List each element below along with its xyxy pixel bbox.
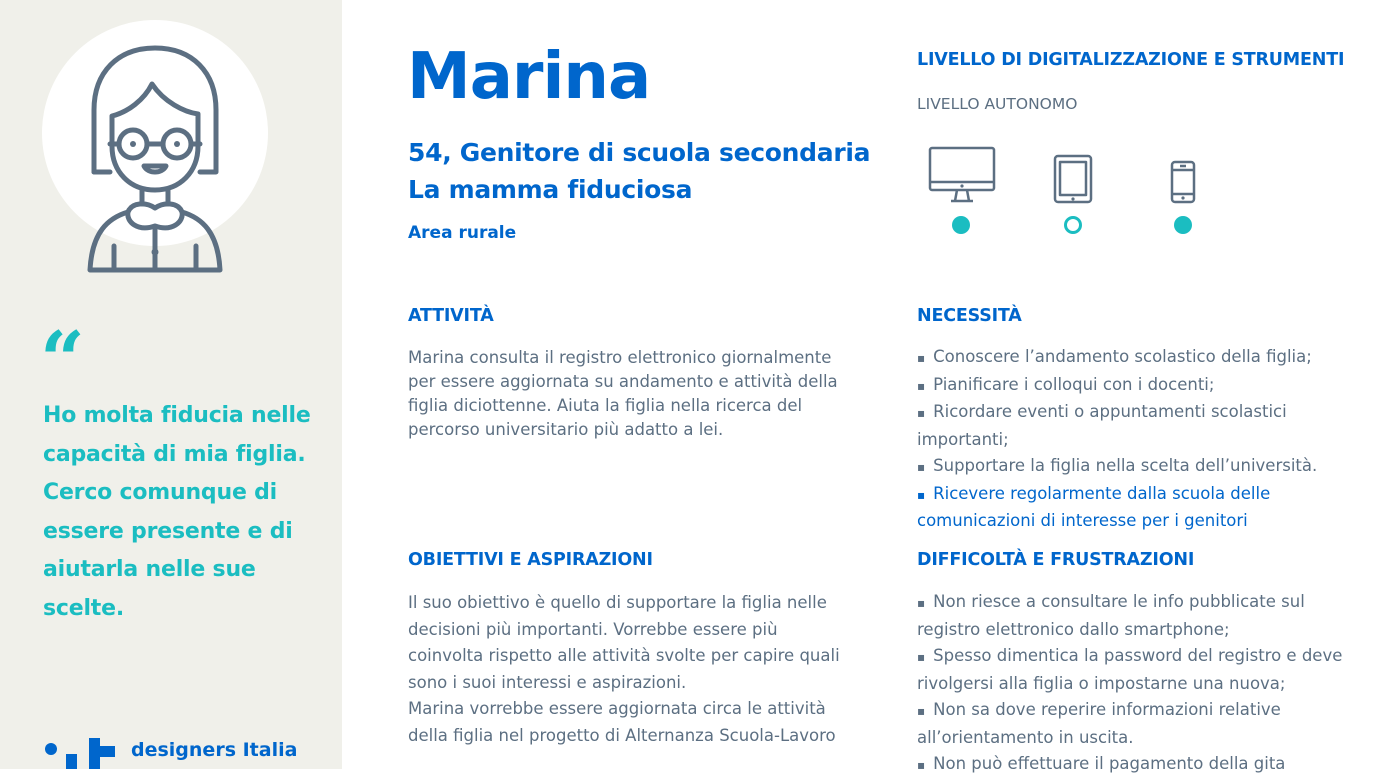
device-list: [925, 140, 1225, 240]
sidebar: [0, 0, 342, 769]
activities-heading: ATTIVITÀ: [408, 306, 494, 326]
goals-text: [408, 590, 848, 749]
needs-list: [917, 344, 1347, 535]
goals-heading: OBIETTIVI E ASPIRAZIONI: [408, 550, 653, 570]
digital-level: LIVELLO AUTONOMO: [917, 95, 1078, 113]
list-item: ▪ Supportare la figlia nella scelta dell’università.: [917, 453, 1347, 481]
persona-subtitle: [408, 134, 870, 208]
persona-area: Area rurale: [408, 223, 517, 243]
list-item: ▪ Ricordare eventi o appuntamenti scolastici importanti;: [917, 399, 1347, 453]
quote-mark-icon: “: [40, 315, 85, 406]
desktop-icon: [927, 145, 997, 205]
persona-role: 54, Genitore di scuola secondaria: [408, 138, 871, 167]
list-item: ▪ Non può effettuare il pagamento della gita: [917, 751, 1347, 779]
tablet-icon: [1052, 153, 1094, 205]
tablet-usage-dot: [1064, 216, 1082, 234]
persona-name: Marina: [407, 40, 651, 114]
smartphone-icon: [1169, 159, 1197, 205]
digital-heading: LIVELLO DI DIGITALIZZAZIONE E STRUMENTI: [917, 50, 1345, 70]
desktop-usage-dot: [952, 216, 970, 234]
persona-quote: Ho molta fiducia nelle capacità di mia figlia. Cerco comunque di essere presente e di aiutarla nelle sue scelte.: [43, 403, 311, 621]
brand-logo: [44, 734, 304, 769]
frustrations-heading: DIFFICOLTÀ E FRUSTRAZIONI: [917, 550, 1195, 570]
goals-paragraph: Marina vorrebbe essere aggiornata circa le attività della figlia nel progetto di Alternanza Scuola-Lavoro: [408, 699, 836, 745]
goals-paragraph: Il suo obiettivo è quello di supportare la figlia nelle decisioni più importanti. Vorrebbe essere più coinvolta rispetto alle attività svolte per capire quali sono i suoi interessi e aspirazioni.: [408, 593, 840, 692]
frustrations-list: [917, 589, 1347, 779]
avatar-icon: [80, 40, 230, 275]
list-item: ▪ Pianificare i colloqui con i docenti;: [917, 372, 1347, 400]
needs-heading: NECESSITÀ: [917, 306, 1022, 326]
list-item: ▪ Ricevere regolarmente dalla scuola delle comunicazioni di interesse per i genitori: [917, 481, 1347, 535]
list-item: ▪ Non sa dove reperire informazioni relative all’orientamento in uscita.: [917, 697, 1347, 751]
list-item: ▪ Spesso dimentica la password del registro e deve rivolgersi alla figlia o impostarne una nuova;: [917, 643, 1347, 697]
persona-nickname: La mamma fiduciosa: [408, 175, 693, 204]
list-item: ▪ Non riesce a consultare le info pubblicate sul registro elettronico dallo smartphone;: [917, 589, 1347, 643]
list-item: ▪ Conoscere l’andamento scolastico della figlia;: [917, 344, 1347, 372]
designers-italia-logo-icon: [44, 734, 124, 769]
smartphone-usage-dot: [1174, 216, 1192, 234]
activities-text: Marina consulta il registro elettronico giornalmente per essere aggiornata su andamento e attività della figlia diciottenne. Aiuta la figlia nella ricerca del percorso universitario più adatto a lei.: [408, 348, 838, 439]
brand-name: designers Italia: [131, 739, 298, 761]
